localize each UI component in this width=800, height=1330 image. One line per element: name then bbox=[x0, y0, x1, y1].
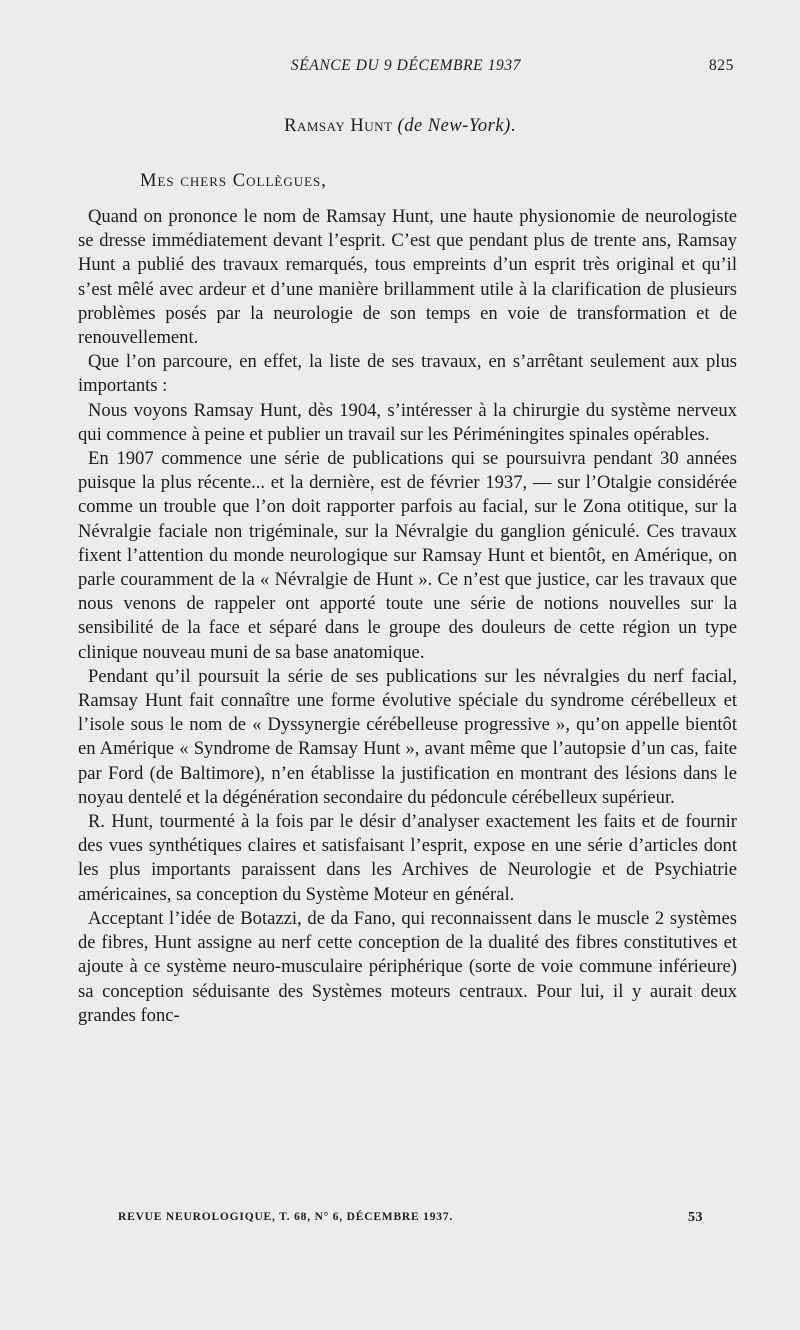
paragraph: Pendant qu’il poursuit la série de ses publications sur les névralgies du nerf facial, Ramsay Hunt fait connaître une forme évolutive spéciale du syndrome cérébelleux et l’isole sous le nom de « Dyssynergie cérébelleuse progressive », qu’on appelle bientôt en Amérique « Syndrome de Ramsay Hunt », avant même que l’autopsie d’un cas, faite par Ford (de Baltimore), n’en établisse la justification en montrant des lésions dans le noyau dentelé et la dégénération secondaire du pédoncule cérébelleux supérieur. bbox=[78, 665, 737, 808]
author-heading-period: . bbox=[510, 116, 516, 136]
page-footer bbox=[118, 1211, 703, 1231]
paragraph: Acceptant l’idée de Botazzi, de da Fano, qui reconnaissent dans le muscle 2 systèmes de fibres, Hunt assigne au nerf cette conception de la dualité des fibres constitutives et ajoute à ce système neuro-musculaire périphérique (sorte de voie commune inférieure) sa conception séduisante des Systèmes moteurs centraux. Pour lui, il y aurait deux grandes fonc- bbox=[78, 907, 737, 1026]
paragraph: En 1907 commence une série de publications qui se poursuivra pendant 30 années puisque la plus récente... et la dernière, est de février 1937, — sur l’Otalgie considérée comme un trouble que l’on doit rapporter parfois au facial, sur le Zona otitique, sur la Névralgie faciale non trigéminale, sur la Névralgie du ganglion géniculé. Ces travaux fixent l’attention du monde neurologique sur Ramsay Hunt et bientôt, en Amérique, on parle couramment de la « Névralgie de Hunt ». Ce n’est que justice, car les travaux que nous venons de rappeler ont apporté toute une série de notions nouvelles sur la sensibilité de la face et séparé dans le groupe des douleurs de cette région un type clinique nouveau muni de sa base anatomique. bbox=[78, 448, 737, 663]
author-affiliation: (de New-York) bbox=[397, 116, 511, 136]
running-head bbox=[78, 57, 734, 79]
paragraph: Que l’on parcoure, en effet, la liste de ses travaux, en s’arrêtant seulement aux plus importants : bbox=[78, 351, 737, 397]
running-title: SÉANCE DU 9 DÉCEMBRE 1937 bbox=[290, 57, 522, 74]
journal-citation: REVUE NEUROLOGIQUE, T. 68, N° 6, DÉCEMBRE 1937. bbox=[118, 1211, 454, 1223]
paragraph: Nous voyons Ramsay Hunt, dès 1904, s’intéresser à la chirurgie du système nerveux qui commence à peine et publier un travail sur les Périméningites spinales opérables. bbox=[78, 399, 737, 445]
paragraph: Quand on prononce le nom de Ramsay Hunt, une haute physionomie de neurologiste se dresse immédiatement devant l’esprit. C’est que pendant plus de trente ans, Ramsay Hunt a publié des travaux remarqués, tous empreints d’un esprit très original et qu’il s’est mêlé avec ardeur et d’une manière brillamment utile à la clarification de plusieurs problèmes posés par la neurologie de son temps en voie de transformation et de renouvellement. bbox=[78, 206, 737, 349]
page-number: 825 bbox=[708, 57, 734, 74]
author-heading bbox=[0, 116, 800, 137]
sheet-number: 53 bbox=[688, 1210, 703, 1225]
author-name: Ramsay Hunt bbox=[284, 116, 393, 136]
body-text bbox=[78, 205, 737, 1028]
salutation: Mes chers Collègues, bbox=[140, 171, 327, 191]
paragraph: R. Hunt, tourmenté à la fois par le désir d’analyser exactement les faits et de fournir des vues synthétiques claires et satisfaisant l’esprit, expose en une série d’articles dont les plus importants paraissent dans les Archives de Neurologie et de Psychiatrie américaines, sa conception du Système Moteur en général. bbox=[78, 811, 737, 905]
